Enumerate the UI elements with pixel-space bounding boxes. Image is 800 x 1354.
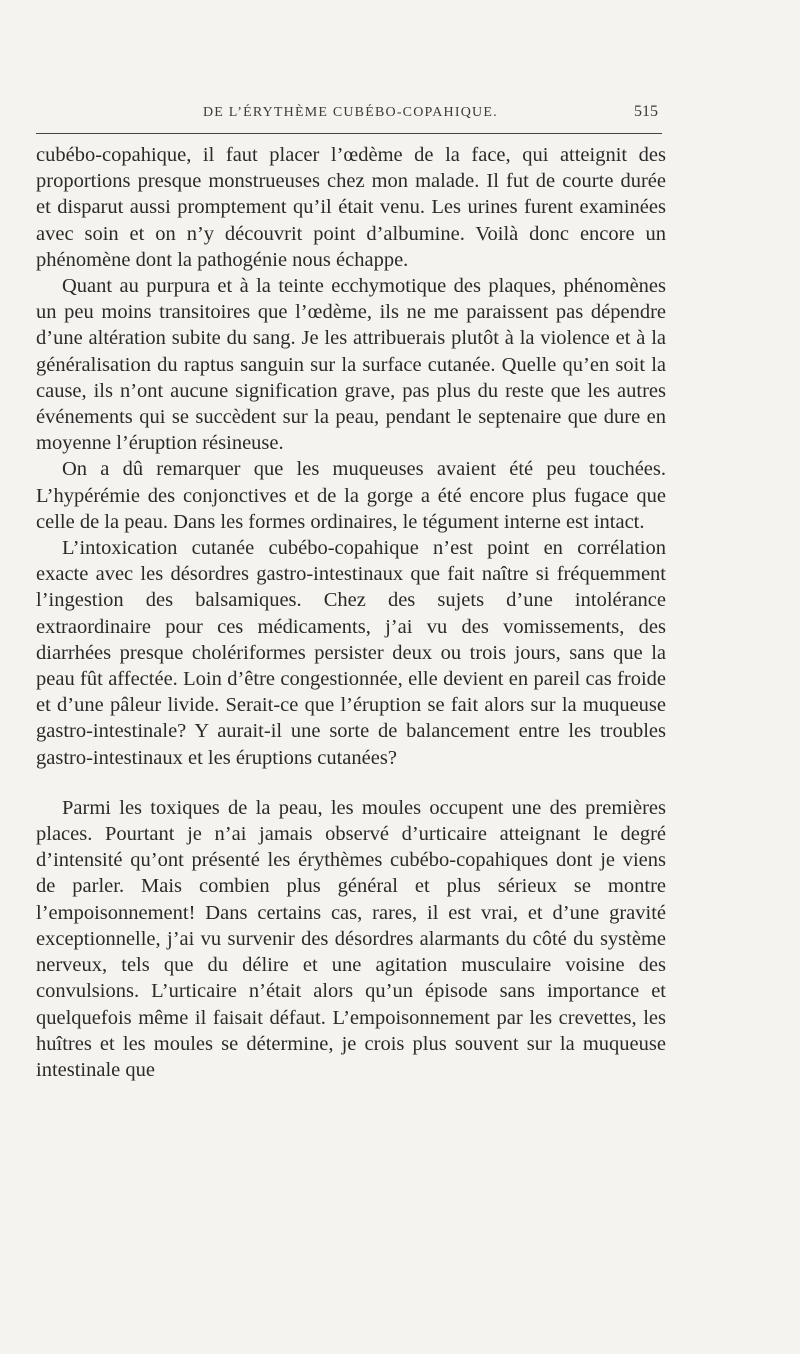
page-number: 515 [634, 103, 658, 120]
page-header [36, 100, 662, 128]
body-text [36, 142, 666, 1083]
paragraph-toxiques: Parmi les toxiques de la peau, les moules occupent une des premières places. Pourtant je n’ai jamais observé d’urticaire atteignant le degré d’intensité qu’ont présenté les érythèmes cubébo-copahiques dont je viens de parler. Mais combien plus général et plus sérieux se montre l’empoisonnement! Dans certains cas, rares, il est vrai, et d’une gravité exceptionnelle, j’ai vu survenir des désordres alarmants du côté du système nerveux, tels que du délire et une agitation musculaire voisine des convulsions. L’urticaire n’était alors qu’un épisode sans importance et quelquefois même il faisait défaut. L’empoisonnement par les crevettes, les huîtres et les moules se détermine, je crois plus souvent sur la muqueuse intestinale que [36, 796, 666, 1081]
paragraph-intoxication: L’intoxication cutanée cubébo-copahique n’est point en corrélation exacte avec les désordres gastro-intestinaux que fait naître si fréquemment l’ingestion des balsamiques. Chez des sujets d’une intolérance extraordinaire pour ces médicaments, j’ai vu des vomissements, des diarrhées presque cholériformes persister deux ou trois jours, sans que la peau fût affectée. Loin d’être congestionnée, elle devient en pareil cas froide et d’une pâleur livide. Serait-ce que l’éruption se fait alors sur la muqueuse gastro-intestinale? Y aurait-il une sorte de balancement entre les troubles gastro-intestinaux et les éruptions cutanées? [36, 537, 666, 769]
running-title: DE L’ÉRYTHÈME CUBÉBO-COPAHIQUE. [203, 105, 498, 120]
paragraph-muqueuses: On a dû remarquer que les muqueuses avaient été peu touchées. L’hypérémie des conjonctives et de la gorge a été encore plus fugace que celle de la peau. Dans les formes ordinaires, le tégument interne est intact. [36, 458, 666, 533]
paragraph-purpura: Quant au purpura et à la teinte ecchymotique des plaques, phénomènes un peu moins transitoires que l’œdème, ils ne me paraissent pas dépendre d’une altération subite du sang. Je les attribuerais plutôt à la violence et à la généralisation du raptus sanguin sur la surface cutanée. Quelle qu’en soit la cause, ils n’ont aucune signification grave, pas plus du reste que les autres événements qui se succèdent sur la peau, pendant le septenaire que dure en moyenne l’éruption résineuse. [36, 275, 666, 455]
header-rule [36, 133, 662, 134]
paragraph-continuation: cubébo-copahique, il faut placer l’œdème de la face, qui atteignit des proportions presque monstrueuses chez mon malade. Il fut de courte durée et disparut aussi promptement qu’il était venu. Les urines furent examinées avec soin et on n’y découvrit point d’albumine. Voilà donc encore un phénomène dont la pathogénie nous échappe. [36, 144, 666, 271]
